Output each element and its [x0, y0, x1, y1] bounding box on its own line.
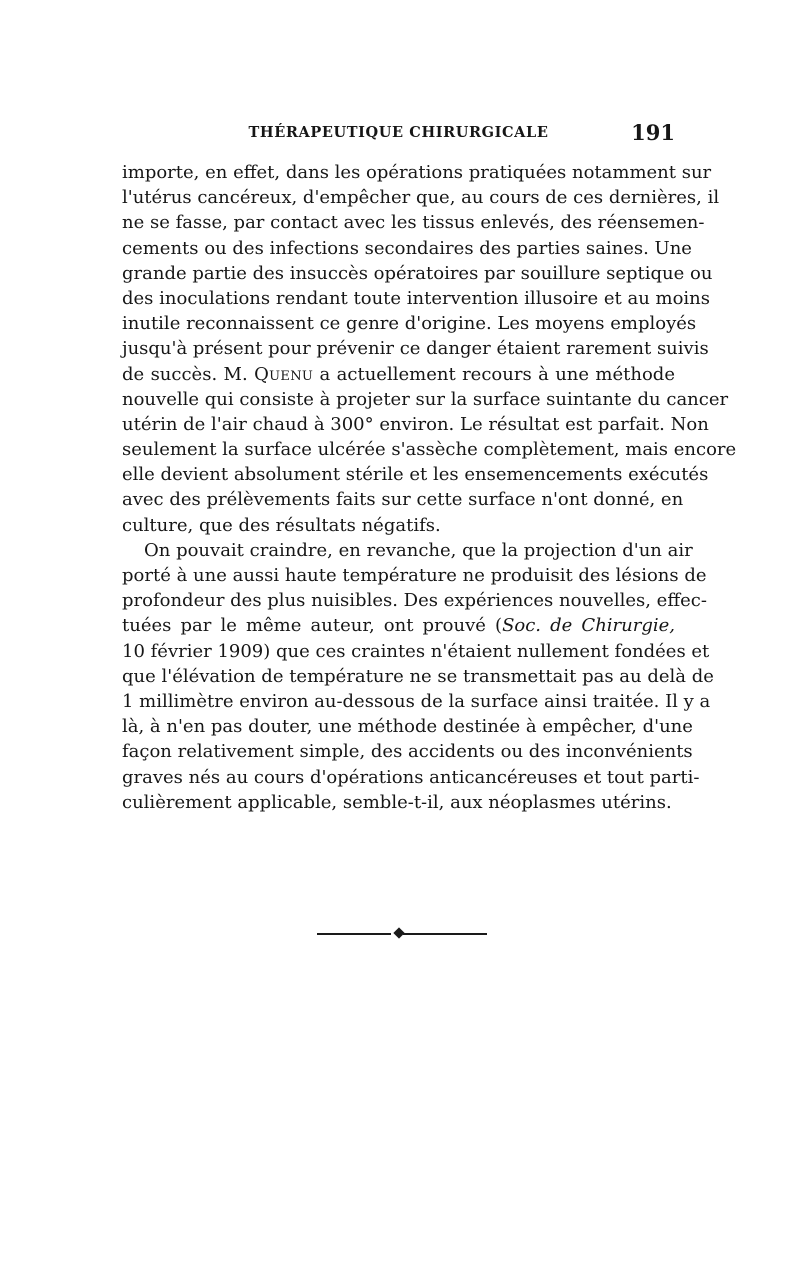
- body-text: [122, 160, 737, 815]
- text-line: [122, 765, 700, 790]
- text-segment: porté à une aussi haute température ne produisit des lésions de: [122, 565, 707, 586]
- citation-text: Soc. de Chirurgie,: [502, 615, 676, 637]
- text-line: [122, 639, 710, 664]
- text-line: [122, 513, 675, 538]
- text-segment: 10 février 1909) que ces craintes n'étaient nullement fondées et: [122, 640, 710, 662]
- ornament-rule-left: [317, 933, 391, 935]
- text-segment: jusqu'à présent pour prévenir ce danger étaient rarement suivis: [122, 338, 709, 360]
- text-segment: grande partie des insuccès opératoires par souillure septique ou: [122, 262, 713, 284]
- ornament-rule-right: [403, 933, 487, 935]
- text-line: [122, 664, 714, 689]
- text-line: [122, 286, 710, 311]
- text-segment: elle devient absolument stérile et les ensemencements exécutés: [122, 464, 709, 486]
- text-line: [122, 487, 684, 512]
- text-segment: façon relativement simple, des accidents ou des inconvénients: [122, 741, 693, 763]
- page-number: 191: [631, 120, 675, 145]
- text-line: [122, 261, 713, 286]
- text-line: [122, 311, 697, 336]
- text-line: [122, 236, 692, 261]
- closing-ornament: [317, 928, 487, 940]
- paragraph: [122, 538, 714, 815]
- text-line: [122, 790, 675, 815]
- text-line: [122, 336, 709, 361]
- running-header: [122, 122, 675, 146]
- text-segment: 1 millimètre environ au-dessous de la surface ainsi traitée. Il y a: [122, 690, 711, 712]
- author-name: Quenu: [254, 363, 314, 385]
- text-segment: l'utérus cancéreux, d'empêcher que, au cours de ces dernières, il: [122, 187, 720, 209]
- text-segment: On pouvait craindre, en revanche, que la projection d'un air: [144, 539, 693, 561]
- text-segment: a actuellement recours à une méthode: [313, 363, 675, 385]
- text-line: [122, 462, 709, 487]
- text-line: [122, 185, 720, 210]
- text-line: [122, 437, 737, 462]
- text-segment: importe, en effet, dans les opérations pratiquées notamment sur: [122, 162, 712, 183]
- text-segment: graves nés au cours d'opérations anticancéreuses et tout parti-: [122, 766, 700, 788]
- text-line: [122, 387, 729, 412]
- paragraph: [122, 160, 737, 538]
- text-segment: utérin de l'air chaud à 300° environ. Le résultat est parfait. Non: [122, 413, 709, 435]
- text-segment: nouvelle qui consiste à projeter sur la surface suintante du cancer: [122, 388, 729, 410]
- text-segment: de succès. M.: [122, 363, 255, 385]
- text-segment: des inoculations rendant toute intervention illusoire et au moins: [122, 287, 710, 309]
- text-segment: culièrement applicable, semble-t-il, aux néoplasmes utérins.: [122, 791, 672, 813]
- text-line: [122, 613, 675, 638]
- text-segment: culture, que des résultats négatifs.: [122, 514, 441, 536]
- text-segment: tuées par le même auteur, ont prouvé (: [122, 615, 503, 637]
- text-line: [122, 563, 707, 588]
- text-line: [122, 588, 707, 613]
- text-segment: cements ou des infections secondaires des parties saines. Une: [122, 237, 692, 259]
- text-segment: profondeur des plus nuisibles. Des expériences nouvelles, effec-: [122, 590, 707, 612]
- text-segment: seulement la surface ulcérée s'assèche complètement, mais encore: [122, 439, 737, 461]
- text-segment: ne se fasse, par contact avec les tissus enlevés, des réensemen-: [122, 212, 705, 234]
- text-line: [122, 714, 693, 739]
- text-segment: avec des prélèvements faits sur cette surface n'ont donné, en: [122, 489, 684, 511]
- text-line: [122, 362, 675, 387]
- text-segment: que l'élévation de température ne se transmettait pas au delà de: [122, 665, 714, 687]
- text-line: [122, 538, 693, 563]
- text-line: [122, 689, 711, 714]
- running-title: THÉRAPEUTIQUE CHIRURGICALE: [248, 124, 549, 141]
- text-line: [122, 160, 712, 185]
- text-line: [122, 412, 709, 437]
- text-line: [122, 210, 705, 235]
- text-line: [122, 739, 693, 764]
- text-segment: là, à n'en pas douter, une méthode destinée à empêcher, d'une: [122, 716, 693, 738]
- text-segment: inutile reconnaissent ce genre d'origine. Les moyens employés: [122, 313, 697, 335]
